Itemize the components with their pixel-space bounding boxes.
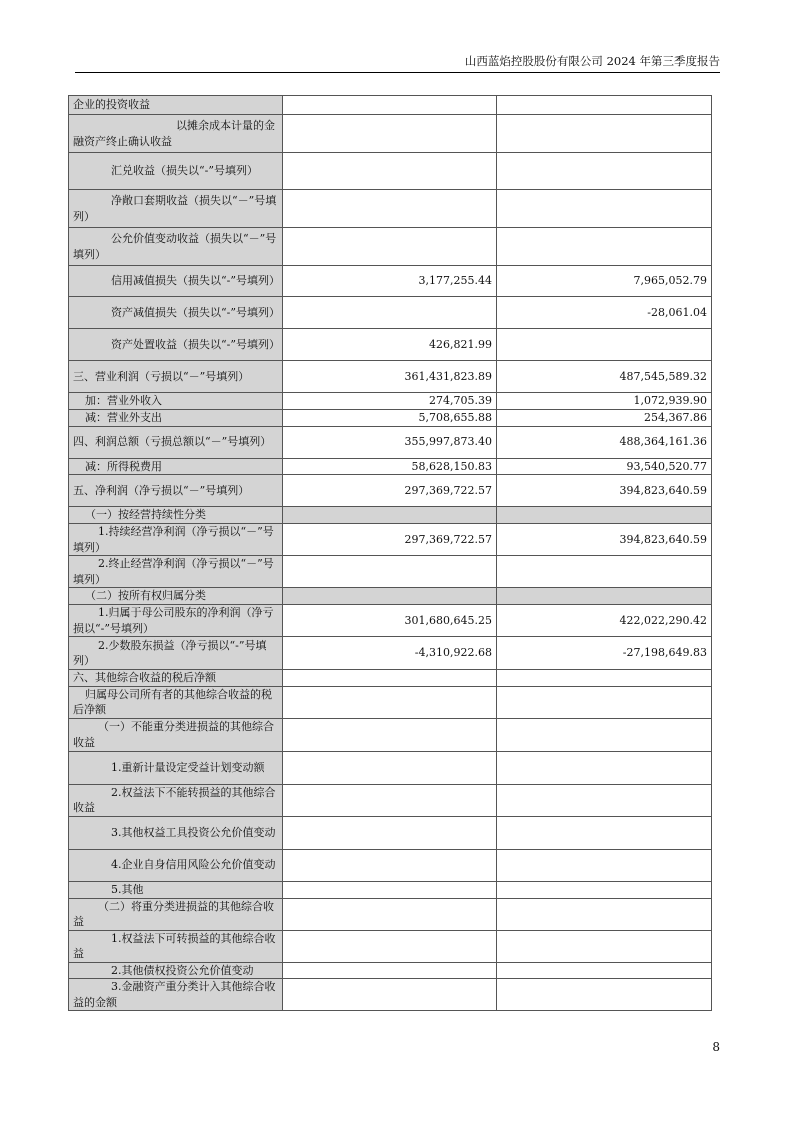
- table-row: [69, 475, 712, 507]
- current-period-value: [283, 556, 497, 588]
- row-label: 3.其他权益工具投资公允价值变动: [69, 816, 283, 849]
- current-period-value: -4,310,922.68: [283, 637, 497, 670]
- table-row: [69, 718, 712, 751]
- row-label: 汇兑收益（损失以“-”号填列）: [69, 153, 283, 190]
- current-period-value: [283, 588, 497, 605]
- current-period-value: [283, 751, 497, 784]
- previous-period-value: [497, 507, 712, 524]
- current-period-value: [283, 297, 497, 329]
- row-label: 减：所得税费用: [69, 458, 283, 475]
- previous-period-value: [497, 686, 712, 718]
- table-row: [69, 507, 712, 524]
- page-header: [75, 50, 720, 73]
- row-label: 以摊余成本计量的金融资产终止确认收益: [69, 115, 283, 153]
- row-label: 资产减值损失（损失以“-”号填列）: [69, 297, 283, 329]
- previous-period-value: [497, 898, 712, 930]
- row-label: 五、净利润（净亏损以“－”号填列）: [69, 475, 283, 507]
- row-label: 1.归属于母公司股东的净利润（净亏损以“-”号填列）: [69, 605, 283, 637]
- previous-period-value: [497, 881, 712, 898]
- row-label: 2.其他债权投资公允价值变动: [69, 962, 283, 979]
- previous-period-value: [497, 962, 712, 979]
- table-row: [69, 686, 712, 718]
- current-period-value: [283, 153, 497, 190]
- table-row: [69, 979, 712, 1011]
- current-period-value: [283, 930, 497, 962]
- previous-period-value: [497, 228, 712, 266]
- current-period-value: [283, 115, 497, 153]
- row-label: 归属母公司所有者的其他综合收益的税后净额: [69, 686, 283, 718]
- previous-period-value: [497, 751, 712, 784]
- previous-period-value: [497, 588, 712, 605]
- current-period-value: [283, 686, 497, 718]
- row-label: 1.权益法下可转损益的其他综合收益: [69, 930, 283, 962]
- previous-period-value: [497, 979, 712, 1011]
- previous-period-value: [497, 670, 712, 687]
- table-row: [69, 881, 712, 898]
- table-row: [69, 784, 712, 816]
- row-label: 净敞口套期收益（损失以“－”号填列）: [69, 190, 283, 228]
- table-row: [69, 153, 712, 190]
- table-row: [69, 329, 712, 361]
- current-period-value: [283, 96, 497, 115]
- previous-period-value: 488,364,161.36: [497, 426, 712, 458]
- table-row: [69, 410, 712, 427]
- current-period-value: 5,708,655.88: [283, 410, 497, 427]
- current-period-value: [283, 670, 497, 687]
- current-period-value: [283, 507, 497, 524]
- current-period-value: [283, 228, 497, 266]
- current-period-value: [283, 784, 497, 816]
- previous-period-value: [497, 190, 712, 228]
- row-label: 公允价值变动收益（损失以“－”号填列）: [69, 228, 283, 266]
- row-label: 5.其他: [69, 881, 283, 898]
- table-row: [69, 458, 712, 475]
- table-row: [69, 266, 712, 297]
- current-period-value: 426,821.99: [283, 329, 497, 361]
- previous-period-value: [497, 784, 712, 816]
- income-statement-table: [68, 95, 712, 1011]
- table-row: [69, 637, 712, 670]
- row-label: 1.重新计量设定受益计划变动额: [69, 751, 283, 784]
- row-label: 1.持续经营净利润（净亏损以“－”号填列）: [69, 524, 283, 556]
- current-period-value: 274,705.39: [283, 393, 497, 410]
- previous-period-value: [497, 849, 712, 881]
- table-row: [69, 556, 712, 588]
- row-label: 2.权益法下不能转损益的其他综合收益: [69, 784, 283, 816]
- previous-period-value: [497, 115, 712, 153]
- current-period-value: 361,431,823.89: [283, 361, 497, 393]
- current-period-value: [283, 898, 497, 930]
- row-label: 2.终止经营净利润（净亏损以“－”号填列）: [69, 556, 283, 588]
- table-row: [69, 751, 712, 784]
- row-label: 资产处置收益（损失以“-”号填列）: [69, 329, 283, 361]
- current-period-value: [283, 718, 497, 751]
- current-period-value: [283, 849, 497, 881]
- table-row: [69, 361, 712, 393]
- row-label: 4.企业自身信用风险公允价值变动: [69, 849, 283, 881]
- row-label: 六、其他综合收益的税后净额: [69, 670, 283, 687]
- previous-period-value: 1,072,939.90: [497, 393, 712, 410]
- row-label: 四、利润总额（亏损总额以“－”号填列）: [69, 426, 283, 458]
- previous-period-value: [497, 718, 712, 751]
- previous-period-value: [497, 329, 712, 361]
- table-row: [69, 228, 712, 266]
- previous-period-value: 254,367.86: [497, 410, 712, 427]
- table-row: [69, 849, 712, 881]
- previous-period-value: [497, 153, 712, 190]
- current-period-value: 58,628,150.83: [283, 458, 497, 475]
- previous-period-value: 422,022,290.42: [497, 605, 712, 637]
- row-label: （一）按经营持续性分类: [69, 507, 283, 524]
- page-number: 8: [712, 1040, 720, 1054]
- previous-period-value: 7,965,052.79: [497, 266, 712, 297]
- current-period-value: 297,369,722.57: [283, 475, 497, 507]
- table-row: [69, 426, 712, 458]
- table-row: [69, 297, 712, 329]
- previous-period-value: [497, 930, 712, 962]
- table-row: [69, 115, 712, 153]
- row-label: 加：营业外收入: [69, 393, 283, 410]
- table-row: [69, 524, 712, 556]
- previous-period-value: -27,198,649.83: [497, 637, 712, 670]
- previous-period-value: [497, 556, 712, 588]
- previous-period-value: 394,823,640.59: [497, 524, 712, 556]
- row-label: 2.少数股东损益（净亏损以“-”号填列）: [69, 637, 283, 670]
- table-row: [69, 816, 712, 849]
- previous-period-value: -28,061.04: [497, 297, 712, 329]
- row-label: （二）将重分类进损益的其他综合收益: [69, 898, 283, 930]
- previous-period-value: 487,545,589.32: [497, 361, 712, 393]
- previous-period-value: [497, 816, 712, 849]
- current-period-value: [283, 881, 497, 898]
- table-row: [69, 930, 712, 962]
- row-label: （二）按所有权归属分类: [69, 588, 283, 605]
- current-period-value: [283, 190, 497, 228]
- current-period-value: [283, 962, 497, 979]
- current-period-value: 355,997,873.40: [283, 426, 497, 458]
- current-period-value: 301,680,645.25: [283, 605, 497, 637]
- table-row: [69, 190, 712, 228]
- previous-period-value: 394,823,640.59: [497, 475, 712, 507]
- table-row: [69, 898, 712, 930]
- table-row: [69, 588, 712, 605]
- previous-period-value: 93,540,520.77: [497, 458, 712, 475]
- current-period-value: [283, 816, 497, 849]
- table-row: [69, 393, 712, 410]
- table-row: [69, 96, 712, 115]
- row-label: 企业的投资收益: [69, 96, 283, 115]
- table-row: [69, 670, 712, 687]
- table-row: [69, 605, 712, 637]
- current-period-value: 3,177,255.44: [283, 266, 497, 297]
- row-label: 信用减值损失（损失以“-”号填列）: [69, 266, 283, 297]
- current-period-value: 297,369,722.57: [283, 524, 497, 556]
- row-label: 减：营业外支出: [69, 410, 283, 427]
- current-period-value: [283, 979, 497, 1011]
- row-label: 三、营业利润（亏损以“－”号填列）: [69, 361, 283, 393]
- table-row: [69, 962, 712, 979]
- report-title: 山西蓝焰控股股份有限公司 2024 年第三季度报告: [464, 54, 720, 68]
- row-label: 3.金融资产重分类计入其他综合收益的金额: [69, 979, 283, 1011]
- row-label: （一）不能重分类进损益的其他综合收益: [69, 718, 283, 751]
- previous-period-value: [497, 96, 712, 115]
